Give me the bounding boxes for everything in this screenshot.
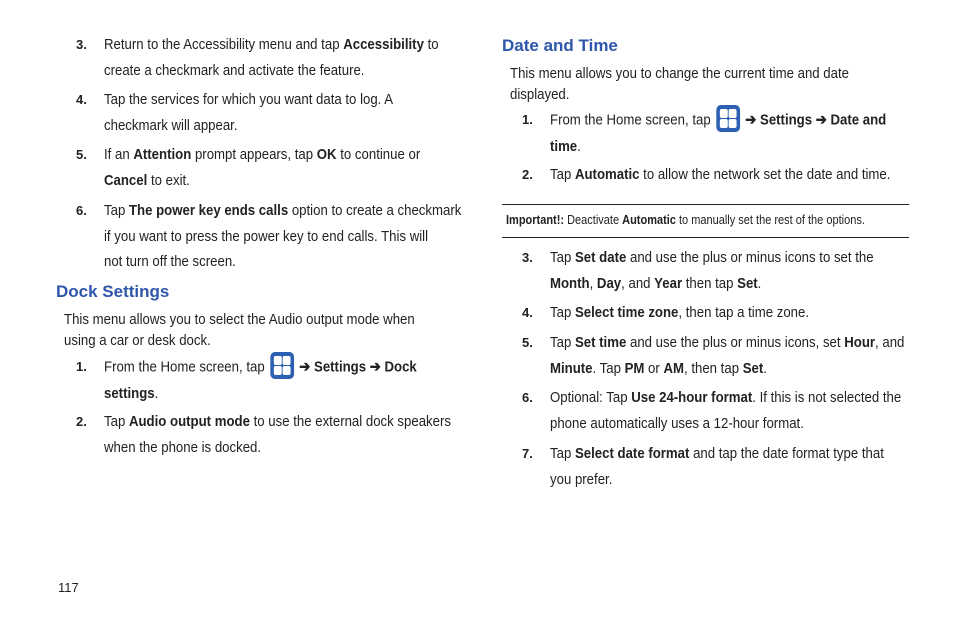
dock-intro-line-1: This menu allows you to select the Audio output mode when <box>64 311 415 328</box>
bold-term: Day <box>596 274 622 292</box>
step-number: 4. <box>522 305 533 320</box>
step-line: Tap The power key ends calls option to create a checkmark <box>104 202 462 219</box>
step-line: create a checkmark and activate the feature. <box>104 61 365 79</box>
important-note <box>502 204 909 238</box>
step-line: Tap Audio output mode to use the external dock speakers <box>104 413 451 430</box>
step-number: 3. <box>522 250 533 265</box>
step-line: Minute. Tap PM or AM, then tap Set. <box>550 359 767 377</box>
bold-term: ➔ Settings ➔ Date and <box>745 111 887 129</box>
important-label: Important!: <box>506 213 565 227</box>
step-line: Optional: Tap Use 24-hour format. If this is not selected the <box>550 389 902 406</box>
step-line: From the Home screen, tap ➔ Settings ➔ Date and <box>550 107 886 134</box>
date-time-intro <box>510 63 849 105</box>
step-number: 2. <box>522 167 533 182</box>
important-post: to manually set the rest of the options. <box>675 213 865 227</box>
step-number: 6. <box>522 390 533 405</box>
step-line: Tap Automatic to allow the network set the date and time. <box>550 166 891 183</box>
step-text <box>550 300 809 326</box>
important-pre: Deactivate <box>564 213 623 227</box>
dock-intro-line-2: using a car or desk dock. <box>64 332 211 349</box>
bold-term: Set <box>742 359 764 377</box>
bold-term: time <box>550 138 578 155</box>
bold-term: Year <box>654 274 683 292</box>
step-line: Tap Set date and use the plus or minus icons to set the <box>550 249 874 266</box>
step-line: you prefer. <box>550 470 613 488</box>
bold-term: Automatic <box>574 166 640 183</box>
step-line: not turn off the screen. <box>104 253 236 270</box>
bold-term: Accessibility <box>343 36 424 53</box>
step-text <box>104 142 420 193</box>
step-number: 1. <box>76 359 87 374</box>
important-bold: Automatic <box>622 213 676 227</box>
bold-term: ➔ Settings ➔ Dock <box>299 358 417 376</box>
step-text <box>104 87 393 138</box>
step-text <box>104 354 417 407</box>
step-text <box>550 162 890 188</box>
step-number: 1. <box>522 112 533 127</box>
date-intro-line-1: This menu allows you to change the current time and date <box>510 65 849 82</box>
bold-term: PM <box>624 359 645 377</box>
step-text <box>550 441 884 492</box>
step-line: Return to the Accessibility menu and tap Accessibility to <box>104 36 439 53</box>
step-number: 2. <box>76 414 87 429</box>
step-number: 7. <box>522 446 533 461</box>
step-line: From the Home screen, tap ➔ Settings ➔ Dock <box>104 354 417 381</box>
bold-term: settings <box>104 385 155 402</box>
bold-term: Attention <box>133 146 192 163</box>
bold-term: OK <box>316 146 337 163</box>
step-line: Tap Select time zone, then tap a time zone. <box>550 304 810 321</box>
step-text <box>104 198 461 275</box>
bold-term: Set <box>737 274 758 292</box>
dock-settings-heading: Dock Settings <box>56 282 170 301</box>
step-line: phone automatically uses a 12-hour format. <box>550 414 804 432</box>
step-number: 6. <box>76 203 87 218</box>
step-number: 5. <box>522 335 533 350</box>
step-line: If an Attention prompt appears, tap OK to continue or <box>104 146 421 163</box>
apps-icon <box>716 105 740 132</box>
important-note-text <box>506 213 865 227</box>
step-line: Tap the services for which you want data to log. A <box>104 91 394 108</box>
step-line: Cancel to exit. <box>104 171 190 189</box>
bold-term: Set date <box>574 249 627 266</box>
bold-term: Select date format <box>574 445 690 462</box>
step-line: Tap Set time and use the plus or minus icons, set Hour, and <box>550 334 905 351</box>
step-line: Tap Select date format and tap the date format type that <box>550 445 884 462</box>
bold-term: Hour <box>844 334 876 351</box>
dock-intro <box>64 309 415 351</box>
step-text <box>550 107 886 160</box>
step-line: time. <box>550 138 581 155</box>
bold-term: Month <box>550 274 590 292</box>
apps-icon <box>270 352 294 379</box>
bold-term: Select time zone <box>574 304 679 321</box>
step-text <box>550 330 904 381</box>
step-number: 5. <box>76 147 87 162</box>
bold-term: Set time <box>574 334 627 351</box>
step-number: 4. <box>76 92 87 107</box>
bold-term: Minute <box>550 359 593 377</box>
bold-term: AM <box>663 359 684 377</box>
step-number: 3. <box>76 37 87 52</box>
bold-term: The power key ends calls <box>128 202 289 219</box>
step-line: Month, Day, and Year then tap Set. <box>550 274 762 292</box>
bold-term: Cancel <box>104 171 148 189</box>
bold-term: Audio output mode <box>128 413 250 430</box>
step-text <box>104 409 451 460</box>
step-line: settings. <box>104 385 159 402</box>
step-line: if you want to press the power key to end calls. This will <box>104 227 429 245</box>
date-time-heading: Date and Time <box>502 36 618 55</box>
step-line: checkmark will appear. <box>104 116 238 134</box>
bold-term: Use 24-hour format <box>631 389 753 406</box>
page-number: 117 <box>58 580 79 595</box>
date-intro-line-2: displayed. <box>510 86 570 103</box>
step-text <box>104 32 439 83</box>
step-line: when the phone is docked. <box>104 438 262 456</box>
step-text <box>550 385 901 436</box>
step-text <box>550 245 874 296</box>
